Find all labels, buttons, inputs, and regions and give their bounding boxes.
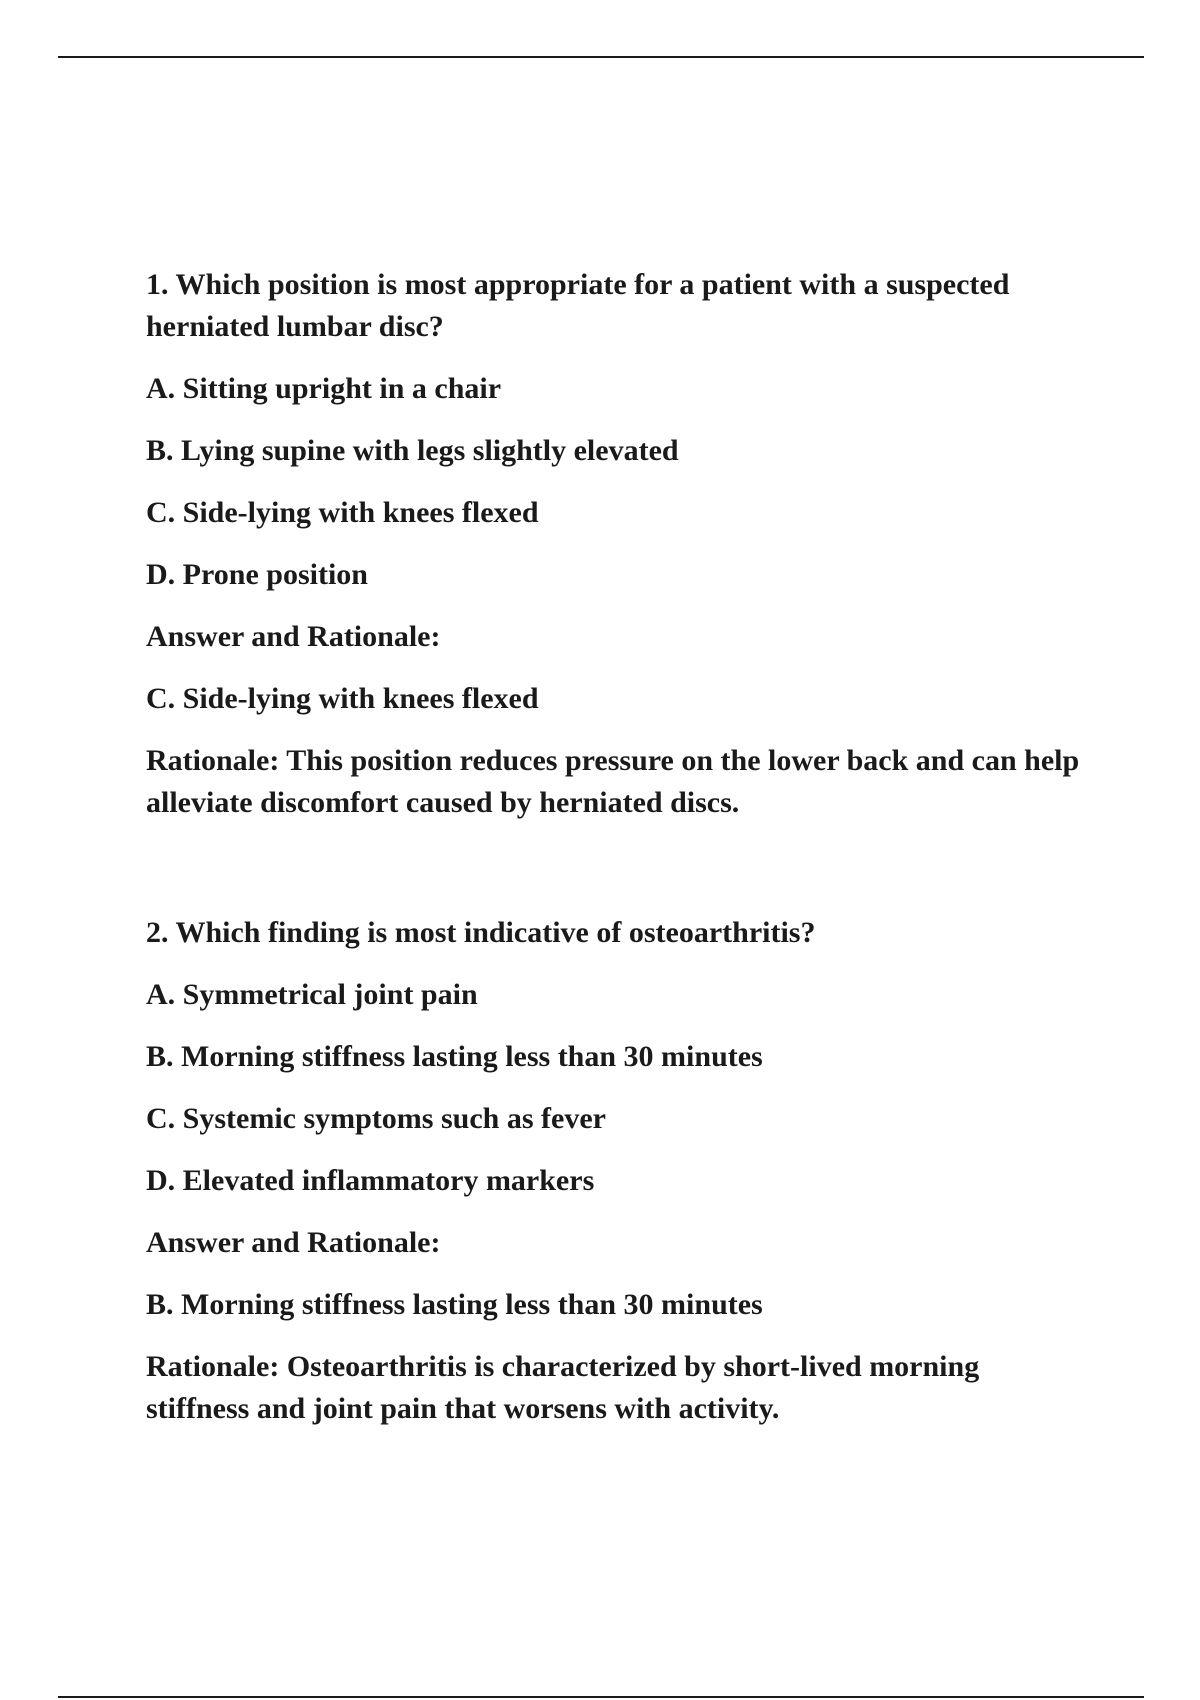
option-d: D. Prone position bbox=[146, 558, 368, 591]
top-rule bbox=[58, 56, 1144, 58]
answer-heading: Answer and Rationale: bbox=[146, 1226, 441, 1259]
answer-text: B. Morning stiffness lasting less than 30 minutes bbox=[146, 1288, 763, 1321]
option-a: A. Symmetrical joint pain bbox=[146, 978, 478, 1011]
question-block-1 bbox=[146, 264, 1086, 824]
option-b: B. Lying supine with legs slightly elevated bbox=[146, 434, 679, 467]
question-text: 2. Which finding is most indicative of osteoarthritis? bbox=[146, 916, 816, 949]
answer-text: C. Side-lying with knees flexed bbox=[146, 682, 539, 715]
option-a: A. Sitting upright in a chair bbox=[146, 372, 502, 405]
option-c: C. Systemic symptoms such as fever bbox=[146, 1102, 606, 1135]
question-text: 1. Which position is most appropriate for a patient with a suspected herniated lumbar disc? bbox=[146, 268, 1010, 343]
answer-heading: Answer and Rationale: bbox=[146, 620, 441, 653]
bottom-rule bbox=[58, 1696, 1144, 1698]
option-b: B. Morning stiffness lasting less than 30 minutes bbox=[146, 1040, 763, 1073]
option-c: C. Side-lying with knees flexed bbox=[146, 496, 539, 529]
rationale-text: Rationale: This position reduces pressure on the lower back and can help alleviate discomfort caused by herniated discs. bbox=[146, 744, 1080, 819]
option-d: D. Elevated inflammatory markers bbox=[146, 1164, 595, 1197]
document-body bbox=[146, 264, 1086, 1430]
question-block-2 bbox=[146, 912, 1086, 1430]
rationale-text: Rationale: Osteoarthritis is characterized by short-lived morning stiffness and joint pain that worsens with activity. bbox=[146, 1350, 980, 1425]
